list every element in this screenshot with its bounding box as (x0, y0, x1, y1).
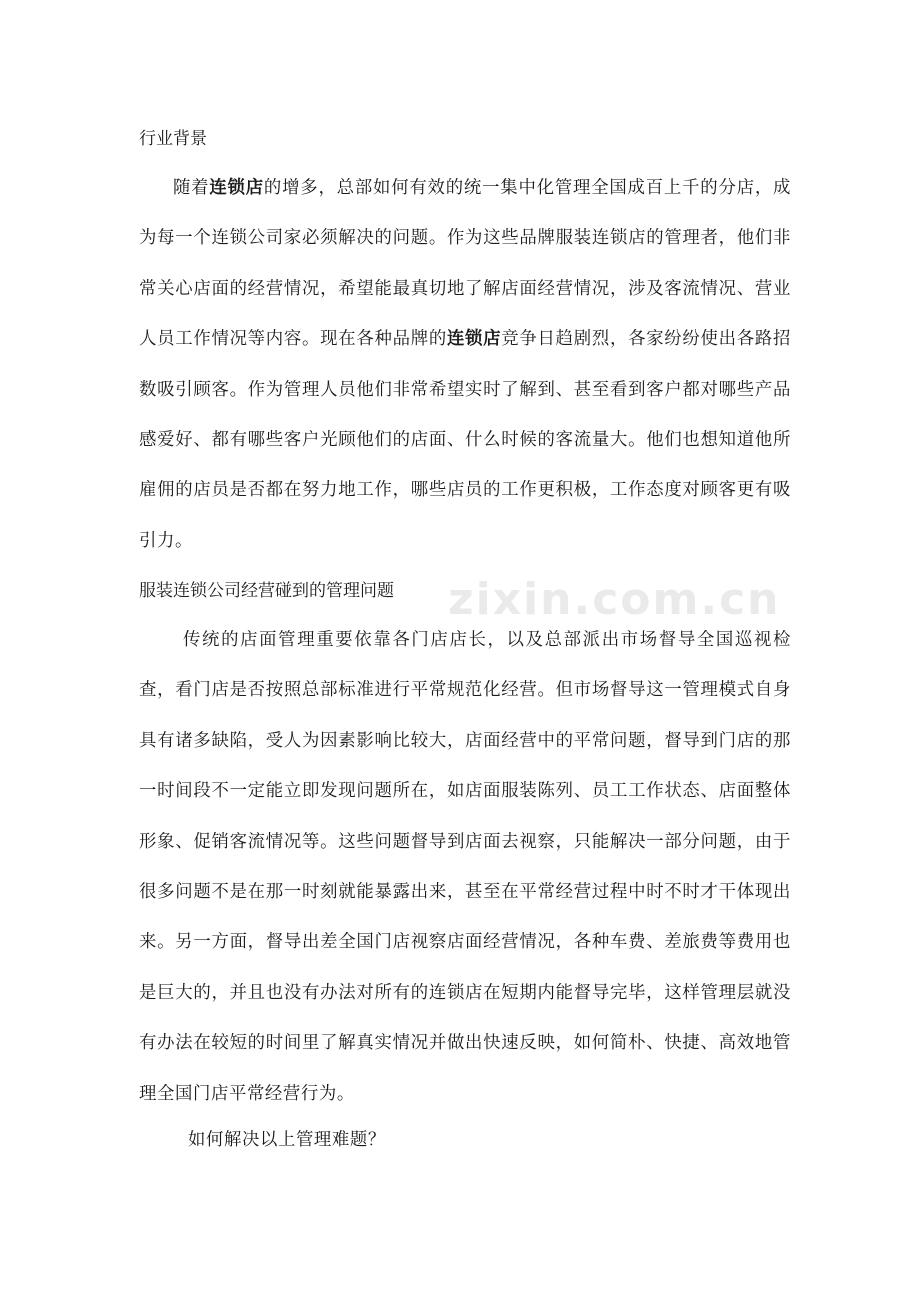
paragraph-management-problems: 传统的店面管理重要依靠各门店店长，以及总部派出市场督导全国巡视检查，看门店是否按照总部标准进行平常规范化经营。但市场督导这一管理模式自身具有诸多缺陷，受人为因素影响比较大，店面经营中的平常问题，督导到门店的那一时间段不一定能立即发现问题所在，如店面服装陈列、员工工作状态、店面整体形象、促销客流情况等。这些问题督导到店面去视察，只能解决一部分问题，由于很多问题不是在那一时刻就能暴露出来，甚至在平常经营过程中时不时才干体现出来。另一方面，督导出差全国门店视察店面经营情况，各种车费、差旅费等费用也是巨大的，并且也没有办法对所有的连锁店在短期内能督导完毕，这样管理层就没有办法在较短的时间里了解真实情况并做出快速反映，如何简朴、快捷、高效地管理全国门店平常经营行为。 (139, 630, 791, 1104)
heading-management-problems: 服装连锁公司经营碰到的管理问题 (139, 581, 394, 601)
paragraph-industry-background (139, 163, 791, 566)
heading-industry-background: 行业背景 (139, 129, 207, 149)
paragraph-text: 竞争日趋剧烈，各家纷纷使出各路招数吸引顾客。作为管理人员他们非常希望实时了解到、甚至看到客户都对哪些产品感爱好、都有哪些客户光顾他们的店面、什么时候的客流量大。他们也想知道他所雇佣的店员是否都在努力地工作，哪些店员的工作更积极，工作态度对顾客更有吸引力。 (139, 329, 791, 551)
watermark: zixin.com.cn (448, 574, 781, 625)
paragraph-text: 随着 (173, 178, 210, 198)
question-line: 如何解决以上管理难题？ (188, 1130, 386, 1150)
keyword-chain-store: 连锁店 (209, 178, 264, 198)
paragraph-text: 的增多，总部如何有效的统一集中化管理全国成百上千的分店，成为每一个连锁公司家必须解决的问题。作为这些品牌服装连锁店的管理者，他们非常关心店面的经营情况，希望能最真切地了解店面经营情况，涉及客流情况、营业人员工作情况等内容。现在各种品牌的 (139, 178, 791, 350)
keyword-chain-store: 连锁店 (446, 329, 502, 350)
